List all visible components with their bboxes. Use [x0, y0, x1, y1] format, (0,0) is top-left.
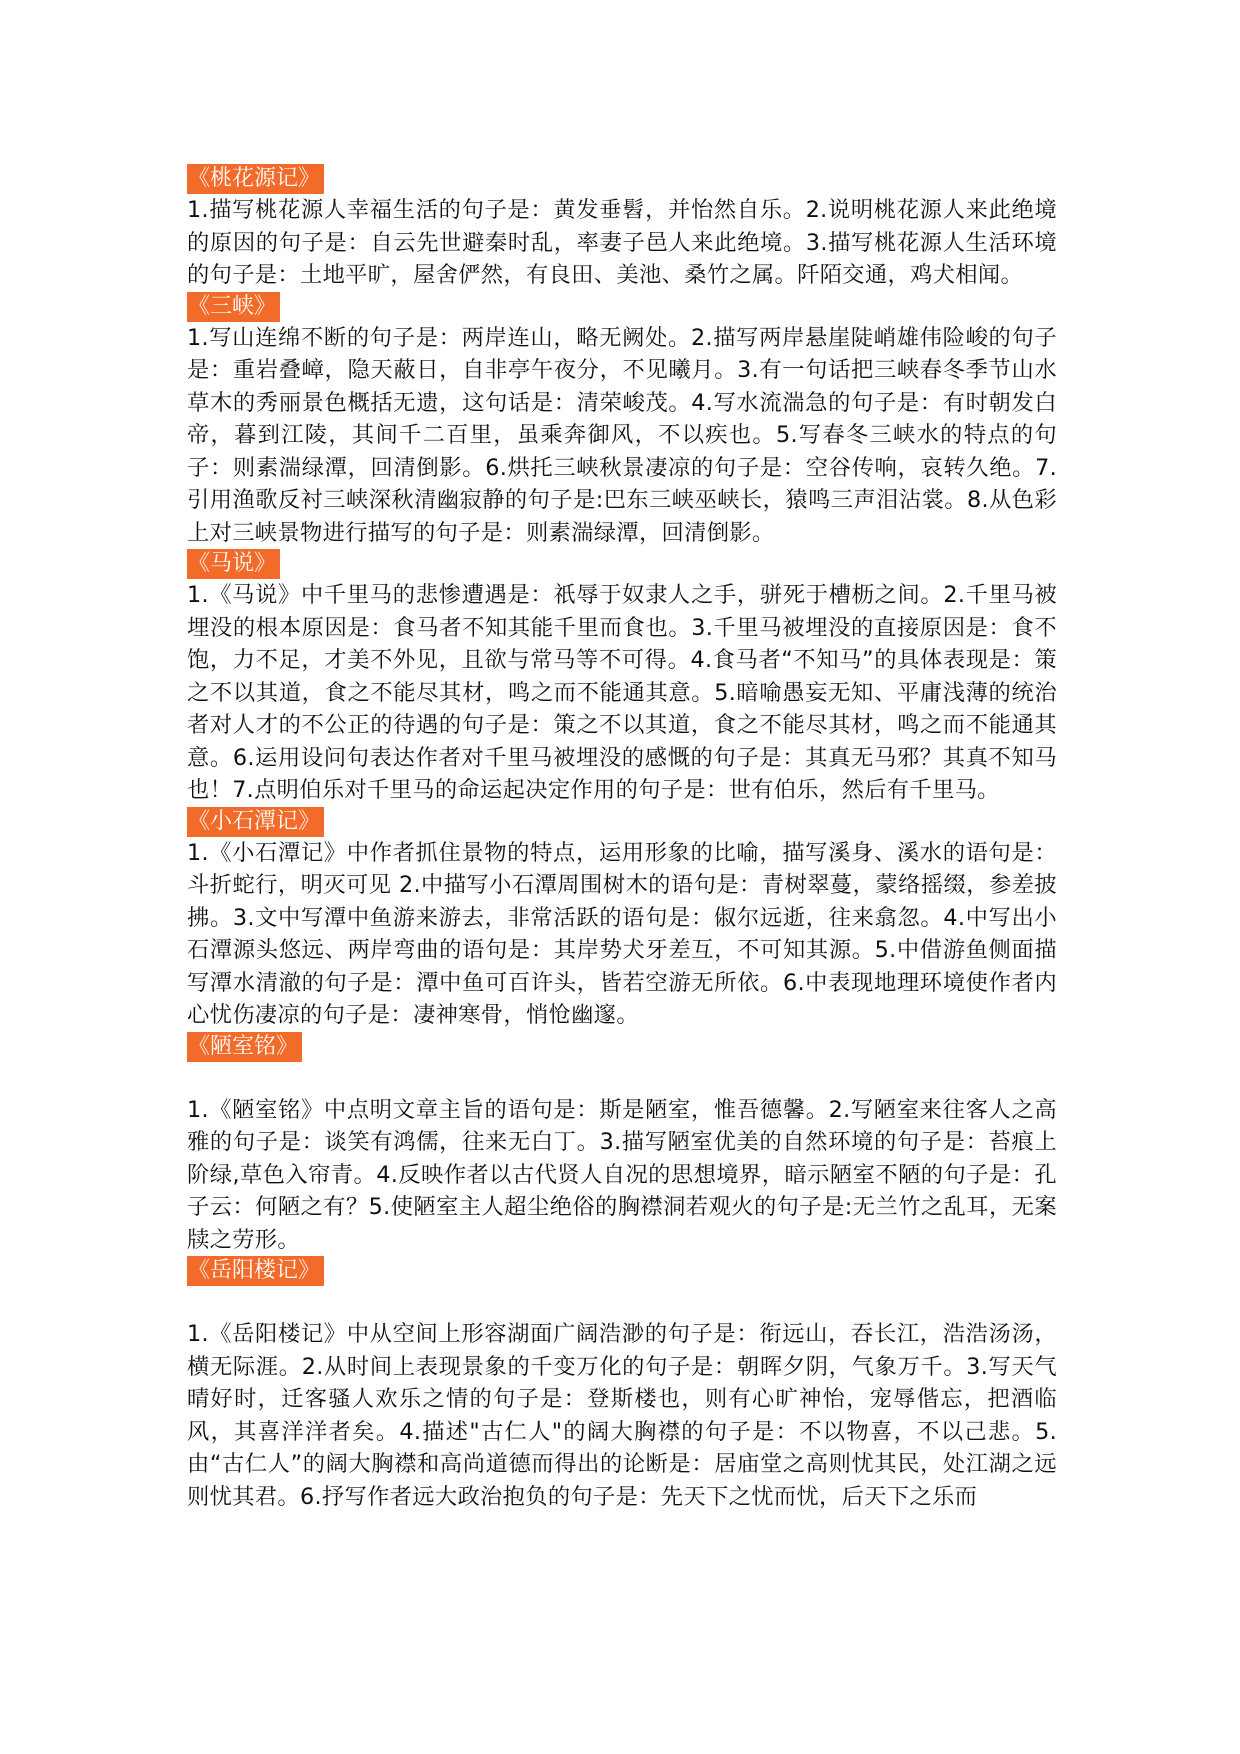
- section-text-mashuo: 1.《马说》中千里马的悲惨遭遇是：祇辱于奴隶人之手，骈死于槽枥之间。2.千里马被埋没的根本原因是：食马者不知其能千里而食也。3.千里马被埋没的直接原因是：食不饱，力不足，才美不外见，且欲与常马等不可得。4.食马者“不知马”的具体表现是：策之不以其道，食之不能尽其材，鸣之而不能通其意。5.暗喻愚妄无知、平庸浅薄的统治者对人才的不公正的待遇的句子是：策之不以其道，食之不能尽其材，鸣之而不能通其意。6.运用设问句表达作者对千里马被埋没的感慨的句子是：其真无马邪？其真不知马也！7.点明伯乐对千里马的命运起决定作用的句子是：世有伯乐，然后有千里马。: [187, 582, 1057, 803]
- section-heading-mashuo: 《马说》: [187, 549, 280, 579]
- section-heading-row: [187, 549, 1057, 579]
- section-heading-row: [187, 1256, 1057, 1286]
- section-heading-row: [187, 164, 1057, 194]
- section-text-sanxia: 1.写山连绵不断的句子是：两岸连山，略无阙处。2.描写两岸悬崖陡峭雄伟险峻的句子是：重岩叠嶂，隐天蔽日，自非亭午夜分，不见曦月。3.有一句话把三峡春冬季节山水草木的秀丽景色概括无遗，这句话是：清荣峻茂。4.写水流湍急的句子是：有时朝发白帝，暮到江陵，其间千二百里，虽乘奔御风，不以疾也。5.写春冬三峡水的特点的句子：则素湍绿潭，回清倒影。6.烘托三峡秋景凄凉的句子是：空谷传响，哀转久绝。7.引用渔歌反衬三峡深秋清幽寂静的句子是:巴东三峡巫峡长，猿鸣三声泪沾裳。8.从色彩上对三峡景物进行描写的句子是：则素湍绿潭，回清倒影。: [187, 324, 1057, 546]
- section-text-taohuayuanji: 1.描写桃花源人幸福生活的句子是：黄发垂髫，并怡然自乐。2.说明桃花源人来此绝境的原因的句子是：自云先世避秦时乱，率妻子邑人来此绝境。3.描写桃花源人生活环境的句子是：土地平旷，屋舍俨然，有良田、美池、桑竹之属。阡陌交通，鸡犬相闻。: [187, 197, 1057, 288]
- section-heading-sanxia: 《三峡》: [187, 292, 280, 322]
- section-text-yueyanglouji: 1.《岳阳楼记》中从空间上形容湖面广阔浩渺的句子是：衔远山，吞长江，浩浩汤汤，横无际涯。2.从时间上表现景象的千变万化的句子是：朝晖夕阴，气象万千。3.写天气晴好时，迁客骚人欢乐之情的句子是：登斯楼也，则有心旷神怡，宠辱偕忘，把酒临风，其喜洋洋者矣。4.描述"古仁人"的阔大胸襟的句子是：不以物喜，不以己悲。5.由“古仁人”的阔大胸襟和高尚道德而得出的论断是：居庙堂之高则忧其民，处江湖之远则忧其君。6.抒写作者远大政治抱负的句子是：先天下之忧而忧，后天下之乐而: [187, 1321, 1057, 1510]
- section-heading-row: [187, 807, 1057, 837]
- section-heading-xiaoshitanji: 《小石潭记》: [187, 807, 324, 837]
- section-heading-row: [187, 1032, 1057, 1062]
- section-text-loushiming: 1.《陋室铭》中点明文章主旨的语句是：斯是陋室，惟吾德馨。2.写陋室来往客人之高雅的句子是：谈笑有鸿儒，往来无白丁。3.描写陋室优美的自然环境的句子是：苔痕上阶绿,草色入帘青。4.反映作者以古代贤人自况的思想境界，暗示陋室不陋的句子是：孔子云：何陋之有？5.使陋室主人超尘绝俗的胸襟洞若观火的句子是:无兰竹之乱耳，无案牍之劳形。: [187, 1096, 1057, 1253]
- section-text-xiaoshitanji: 1.《小石潭记》中作者抓住景物的特点，运用形象的比喻，描写溪身、溪水的语句是：斗折蛇行，明灭可见 2.中描写小石潭周围树木的语句是：青树翠蔓，蒙络摇缀，参差披拂。3.文中写潭中鱼游来游去，非常活跃的语句是：俶尔远逝，往来翕忽。4.中写出小石潭源头悠远、两岸弯曲的语句是：其岸势犬牙差互，不可知其源。5.中借游鱼侧面描写潭水清澈的句子是：潭中鱼可百许头，皆若空游无所依。6.中表现地理环境使作者内心忧伤凄凉的句子是：凄神寒骨，悄怆幽邃。: [187, 839, 1057, 1028]
- section-heading-taohuayuanji: 《桃花源记》: [187, 164, 324, 194]
- section-heading-yueyanglouji: 《岳阳楼记》: [187, 1256, 324, 1286]
- section-heading-loushiming: 《陋室铭》: [187, 1032, 302, 1062]
- section-heading-row: [187, 292, 1057, 322]
- document-body: [187, 164, 1057, 1513]
